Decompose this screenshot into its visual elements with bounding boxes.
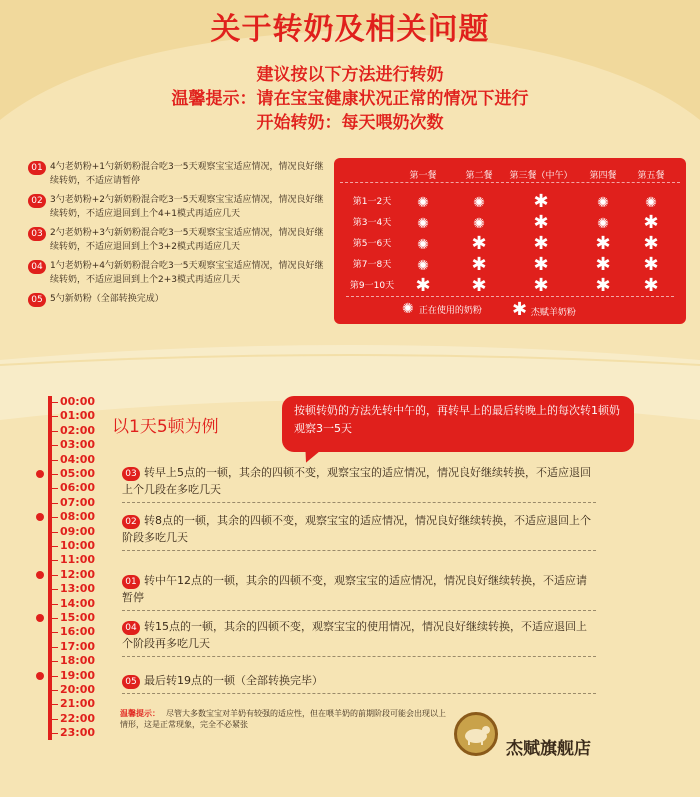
table-row-label: 第7一8天 <box>352 260 392 270</box>
sun-icon: ✺ <box>402 301 414 317</box>
step-text: 1勺老奶粉+4勺新奶粉混合吃3一5天观察宝宝适应情况，情况良好继续转奶，不适应退回到上个2+3模式再适应几天 <box>50 261 324 285</box>
warm-tip <box>120 708 450 730</box>
conversion-item <box>122 618 596 657</box>
star-icon: ✱ <box>643 254 659 275</box>
time-label: 18:00 <box>60 654 96 668</box>
star-icon: ✱ <box>533 212 549 233</box>
warm-tip-label: 温馨提示： <box>120 709 160 718</box>
table-cell <box>578 192 628 211</box>
table-cell <box>578 276 628 295</box>
time-label: 09:00 <box>60 524 96 538</box>
time-label: 11:00 <box>60 553 96 567</box>
table-cell <box>516 192 566 211</box>
star-icon: ✱ <box>415 275 431 296</box>
time-tick <box>52 402 58 403</box>
feeding-schedule-table <box>334 158 686 324</box>
mix-step <box>28 292 328 307</box>
sun-icon: ✺ <box>473 216 485 232</box>
star-icon: ✱ <box>533 275 549 296</box>
time-tick <box>52 460 58 461</box>
table-header: 第二餐 <box>465 171 493 181</box>
star-icon: ✱ <box>471 254 487 275</box>
time-label: 23:00 <box>60 726 96 740</box>
mix-step <box>28 226 328 254</box>
tip-line-1: 建议按以下方法进行转奶 <box>256 65 444 85</box>
conversion-item <box>122 572 596 611</box>
time-tick <box>52 431 58 432</box>
timeline-bar <box>48 396 52 740</box>
time-label: 22:00 <box>60 711 96 725</box>
time-tick <box>52 503 58 504</box>
mix-steps-list <box>28 160 328 312</box>
table-cell <box>454 192 504 211</box>
item-text: 转15点的一顿，其余的四顿不变，观察宝宝的使用情况，情况良好继续转换，不适应退回上个阶段再多吃几天 <box>122 620 587 650</box>
star-icon: ✱ <box>533 191 549 212</box>
time-label: 17:00 <box>60 639 96 653</box>
star-icon: ✱ <box>471 233 487 254</box>
table-cell <box>578 255 628 274</box>
table-cell <box>454 213 504 232</box>
time-tick <box>52 647 58 648</box>
sun-icon: ✺ <box>417 237 429 253</box>
item-number: 05 <box>122 675 140 689</box>
table-cell <box>454 276 504 295</box>
feeding-dot <box>36 672 44 680</box>
tip-line-2: 温馨提示：请在宝宝健康状况正常的情况下进行 <box>171 89 529 109</box>
step-text: 2勺老奶粉+3勺新奶粉混合吃3一5天观察宝宝适应情况，情况良好继续转奶，不适应退回到上个3+2模式再适应几天 <box>50 228 324 252</box>
table-cell <box>398 276 448 295</box>
table-row-label: 第1一2天 <box>352 197 392 207</box>
time-label: 05:00 <box>60 467 96 480</box>
feeding-dot <box>36 614 44 622</box>
time-label: 07:00 <box>60 495 96 509</box>
goat-icon <box>461 723 491 745</box>
warm-tip-text: 尽管大多数宝宝对羊奶有较强的适应性，但在喂羊奶的前期阶段可能会出现以上情形，这是正常现象，完全不必紧张 <box>120 709 446 729</box>
table-cell <box>626 255 676 274</box>
item-text: 转8点的一顿，其余的四顿不变，观察宝宝的适应情况，情况良好继续转换，不适应退回上个阶段多吃几天 <box>122 514 591 544</box>
step-number: 03 <box>28 227 46 241</box>
time-tick <box>52 589 58 590</box>
store-name: 杰赋旗舰店 <box>506 739 591 759</box>
time-tick <box>52 488 58 489</box>
table-cell <box>516 276 566 295</box>
star-icon: ✱ <box>533 254 549 275</box>
star-icon: ✱ <box>595 275 611 296</box>
time-tick <box>52 546 58 547</box>
sun-icon: ✺ <box>597 216 609 232</box>
conversion-item <box>122 464 596 503</box>
step-number: 01 <box>28 161 46 175</box>
store-logo <box>454 712 498 756</box>
mix-step <box>28 160 328 188</box>
table-header: 第四餐 <box>589 171 617 181</box>
time-tick <box>52 532 58 533</box>
time-tick <box>52 445 58 446</box>
table-cell <box>578 213 628 232</box>
star-icon: ✱ <box>533 233 549 254</box>
time-label: 20:00 <box>60 683 96 696</box>
sun-icon: ✺ <box>417 258 429 274</box>
star-icon: ✱ <box>643 233 659 254</box>
time-label: 03:00 <box>60 438 96 452</box>
item-text: 最后转19点的一顿（全部转换完毕） <box>144 674 323 687</box>
table-cell <box>516 255 566 274</box>
star-icon: ✱ <box>643 212 659 233</box>
table-header: 第三餐（中午） <box>509 171 573 181</box>
table-cell <box>578 234 628 253</box>
time-tick <box>52 416 58 417</box>
table-row-label: 第3一4天 <box>352 218 392 228</box>
item-text: 转早上5点的一顿，其余的四顿不变，观察宝宝的适应情况，情况良好继续转换，不适应退回上个几段在多吃几天 <box>122 466 591 496</box>
conversion-item <box>122 512 596 551</box>
time-tick <box>52 676 58 677</box>
item-number: 01 <box>122 575 140 589</box>
time-tick <box>52 704 58 705</box>
time-tick <box>52 604 58 605</box>
item-number: 03 <box>122 467 140 481</box>
step-text: 3勺老奶粉+2勺新奶粉混合吃3一5天观察宝宝适应情况，情况良好继续转奶，不适应退回到上个4+1模式再适应几天 <box>50 195 324 219</box>
time-tick <box>52 632 58 633</box>
time-label: 12:00 <box>60 567 96 581</box>
time-tick <box>52 517 58 518</box>
table-cell <box>516 213 566 232</box>
sun-icon: ✺ <box>645 195 657 211</box>
table-cell <box>398 213 448 232</box>
mix-step <box>28 259 328 287</box>
time-tick <box>52 575 58 576</box>
sun-icon: ✺ <box>597 195 609 211</box>
table-header: 第一餐 <box>409 171 437 181</box>
time-tick <box>52 474 58 475</box>
step-text: 4勺老奶粉+1勺新奶粉混合吃3一5天观察宝宝适应情况，情况良好继续转奶，不适应请暂停 <box>50 162 324 186</box>
star-icon: ✱ <box>595 254 611 275</box>
time-label: 04:00 <box>60 452 96 466</box>
time-tick <box>52 560 58 561</box>
table-header: 第五餐 <box>637 171 665 181</box>
table-row-label: 第5一6天 <box>352 239 392 249</box>
time-label: 13:00 <box>60 582 96 596</box>
step-number: 05 <box>28 293 46 307</box>
table-cell <box>454 234 504 253</box>
item-text: 转中午12点的一顿，其余的四顿不变，观察宝宝的适应情况，情况良好继续转换，不适应请暂停 <box>122 574 587 604</box>
feeding-dot <box>36 571 44 579</box>
table-row-label: 第9一10天 <box>349 281 395 291</box>
table-cell <box>398 234 448 253</box>
legend-using: 正在使用的奶粉 <box>418 306 482 316</box>
tip-line-3: 开始转奶：每天喂奶次数 <box>256 113 444 133</box>
table-cell <box>626 276 676 295</box>
time-label: 10:00 <box>60 539 96 552</box>
time-label: 01:00 <box>60 409 96 423</box>
time-label: 15:00 <box>60 611 96 624</box>
sun-icon: ✺ <box>417 216 429 232</box>
step-number: 04 <box>28 260 46 274</box>
star-icon: ✱ <box>595 233 611 254</box>
time-tick <box>52 618 58 619</box>
star-icon: ✱ <box>512 299 528 320</box>
table-cell <box>516 234 566 253</box>
table-cell <box>398 192 448 211</box>
conversion-item <box>122 672 596 694</box>
time-label: 16:00 <box>60 625 96 639</box>
sun-icon: ✺ <box>473 195 485 211</box>
star-icon: ✱ <box>643 275 659 296</box>
table-cell <box>626 192 676 211</box>
time-label: 19:00 <box>60 668 96 682</box>
feeding-dot <box>36 470 44 478</box>
speech-bubble: 按顿转奶的方法先转中午的，再转早上的最后转晚上的每次转1顿奶观察3一5天 <box>282 396 634 452</box>
time-label: 21:00 <box>60 697 96 711</box>
example-label: 以1天5顿为例 <box>112 417 219 437</box>
time-tick <box>52 733 58 734</box>
time-label: 08:00 <box>60 510 96 524</box>
time-label: 06:00 <box>60 481 96 495</box>
item-number: 04 <box>122 621 140 635</box>
page-title: 关于转奶及相关问题 <box>210 12 490 47</box>
item-number: 02 <box>122 515 140 529</box>
time-tick <box>52 661 58 662</box>
time-tick <box>52 719 58 720</box>
time-label: 14:00 <box>60 596 96 610</box>
table-cell <box>626 213 676 232</box>
mix-step <box>28 193 328 221</box>
step-number: 02 <box>28 194 46 208</box>
time-label: 02:00 <box>60 423 96 437</box>
time-label: 00:00 <box>60 395 96 408</box>
table-cell <box>398 255 448 274</box>
table-cell <box>626 234 676 253</box>
step-text: 5勺新奶粉（全部转换完成） <box>50 294 164 304</box>
star-icon: ✱ <box>471 275 487 296</box>
time-tick <box>52 690 58 691</box>
legend-new: 杰赋羊奶粉 <box>530 308 576 318</box>
sun-icon: ✺ <box>417 195 429 211</box>
table-cell <box>454 255 504 274</box>
